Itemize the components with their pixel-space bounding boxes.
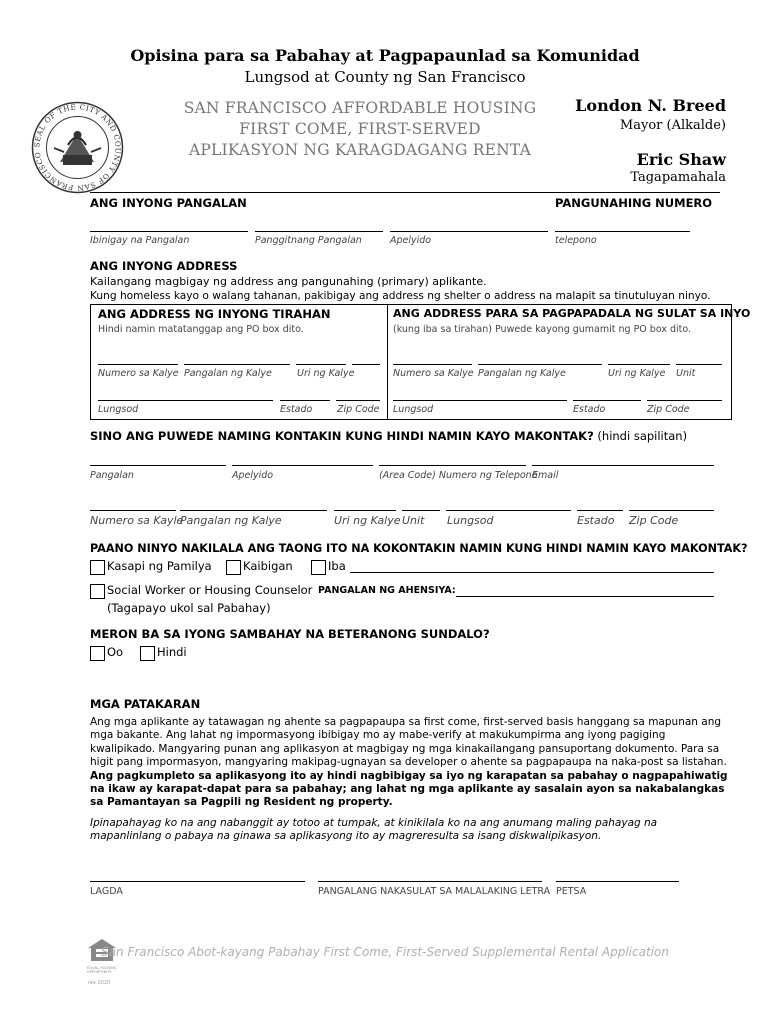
mailing-city-caption: Lungsod bbox=[393, 404, 434, 415]
contact-zip-caption: Zip Code bbox=[629, 514, 679, 527]
mailing-address-note: (kung iba sa tirahan) Puwede kayong gumamit ng PO box dito. bbox=[393, 324, 692, 335]
social-worker-label: Social Worker or Housing Counselor bbox=[107, 583, 313, 597]
residence-street-number-field[interactable] bbox=[98, 364, 178, 365]
signature-field[interactable] bbox=[90, 881, 305, 882]
relation-heading: PAANO NINYO NAKILALA ANG TAONG ITO NA KOKONTAKIN NAMIN KUNG HINDI NAMIN KAYO MAKONTAK? bbox=[90, 542, 748, 555]
veteran-heading: MERON BA SA IYONG SAMBAHAY NA BETERANONG SUNDALO? bbox=[90, 627, 490, 641]
residence-address-title: ANG ADDRESS NG INYONG TIRAHAN bbox=[98, 307, 331, 321]
residence-street-name-caption: Pangalan ng Kalye bbox=[184, 368, 272, 379]
signature-caption: LAGDA bbox=[90, 886, 123, 897]
friend-checkbox[interactable] bbox=[226, 560, 241, 575]
mailing-zip-caption: Zip Code bbox=[647, 404, 690, 415]
contact-email-field[interactable] bbox=[532, 465, 714, 466]
mailing-street-name-field[interactable] bbox=[478, 364, 602, 365]
version-label: rev 2020 bbox=[88, 980, 111, 986]
seal-text: SEAL OF THE CITY AND COUNTY OF SAN FRANCISCO bbox=[32, 102, 123, 193]
residence-street-type-field[interactable] bbox=[296, 364, 346, 365]
contact-city-field[interactable] bbox=[446, 510, 571, 511]
agency-label: PANGALAN NG AHENSIYA: bbox=[318, 585, 456, 596]
contact-heading-optional: (hindi sapilitan) bbox=[593, 429, 688, 443]
office-title: Opisina para sa Pabahay at Pagpapaunlad sa Komunidad bbox=[130, 46, 640, 65]
social-worker-checkbox[interactable] bbox=[90, 584, 105, 599]
contact-street-type-field[interactable] bbox=[334, 510, 396, 511]
header-divider bbox=[90, 192, 720, 193]
middle-name-field[interactable] bbox=[255, 231, 383, 232]
mayor-role: Mayor (Alkalde) bbox=[619, 118, 726, 133]
form-title-line-2: FIRST COME, FIRST-SERVED bbox=[239, 120, 481, 138]
mailing-address-title: ANG ADDRESS PARA SA PAGPAPADALA NG SULAT SA INYO bbox=[393, 307, 751, 320]
mailing-zip-field[interactable] bbox=[647, 400, 722, 401]
policies-paragraph bbox=[90, 716, 730, 810]
contact-unit-caption: Unit bbox=[402, 514, 425, 527]
phone-caption: telepono bbox=[555, 235, 597, 246]
contact-zip-field[interactable] bbox=[629, 510, 714, 511]
date-caption: PETSA bbox=[556, 886, 587, 897]
residence-street-type-caption: Uri ng Kalye bbox=[297, 368, 355, 379]
contact-email-caption: Email bbox=[532, 470, 559, 481]
printed-name-caption: PANGALANG NAKASULAT SA MALALAKING LETRA bbox=[318, 886, 551, 897]
contact-city-caption: Lungsod bbox=[447, 514, 494, 527]
contact-street-number-field[interactable] bbox=[90, 510, 176, 511]
friend-label: Kaibigan bbox=[243, 559, 293, 573]
contact-last-name-field[interactable] bbox=[232, 465, 373, 466]
mailing-street-number-caption: Numero sa Kalye bbox=[393, 368, 474, 379]
address-box-divider bbox=[387, 305, 388, 419]
residence-city-field[interactable] bbox=[98, 400, 273, 401]
residence-city-caption: Lungsod bbox=[98, 404, 139, 415]
mayor-name: London N. Breed bbox=[575, 96, 726, 115]
director-role: Tagapamahala bbox=[630, 170, 726, 185]
mailing-street-number-field[interactable] bbox=[393, 364, 472, 365]
contact-street-number-caption: Numero sa Kayle bbox=[90, 514, 184, 527]
middle-name-caption: Panggitnang Pangalan bbox=[255, 235, 362, 246]
printed-name-field[interactable] bbox=[318, 881, 542, 882]
family-checkbox[interactable] bbox=[90, 560, 105, 575]
veteran-no-label: Hindi bbox=[157, 645, 187, 659]
form-title-line-3: APLIKASYON NG KARAGDAGANG RENTA bbox=[189, 141, 531, 159]
date-field[interactable] bbox=[556, 881, 679, 882]
mailing-unit-caption: Unit bbox=[676, 368, 696, 379]
address-box bbox=[90, 304, 732, 420]
residence-unit-field[interactable] bbox=[352, 364, 380, 365]
mailing-city-field[interactable] bbox=[393, 400, 567, 401]
mailing-state-field[interactable] bbox=[573, 400, 641, 401]
contact-state-field[interactable] bbox=[577, 510, 623, 511]
residence-zip-caption: Zip Code bbox=[337, 404, 380, 415]
contact-street-name-caption: Pangalan ng Kalye bbox=[180, 514, 282, 527]
contact-phone-field[interactable] bbox=[379, 465, 526, 466]
form-title-line-1: SAN FRANCISCO AFFORDABLE HOUSING bbox=[183, 99, 537, 117]
equal-housing-text: EQUAL HOUSING OPPORTUNITY bbox=[87, 966, 117, 974]
family-label: Kasapi ng Pamilya bbox=[107, 559, 212, 573]
residence-state-field[interactable] bbox=[280, 400, 330, 401]
contact-heading bbox=[90, 429, 687, 443]
form-title bbox=[150, 98, 570, 161]
policies-text: Ang mga aplikante ay tatawagan ng ahente sa pagpapaupa sa first come, first-served basis hanggang sa mapunan ang mga bakante. Ang lahat ng impormasyong ibibigay mo ay mabe-verify at makukumpirma ang iyong pagiging kwalipikado. Mangyaring punan ang aplikasyon at magbigay ng mga kinakailangang pansuportang dokumento. Para sa higit pang impormasyon, mangyaring makipag-ugnayan sa developer o ahente sa pagpapaupa na naka-post sa listahan. bbox=[90, 716, 727, 769]
contact-last-name-caption: Apelyido bbox=[232, 470, 274, 481]
last-name-caption: Apelyido bbox=[390, 235, 432, 246]
contact-phone-caption: (Area Code) Numero ng Telepono bbox=[379, 470, 538, 481]
contact-state-caption: Estado bbox=[577, 514, 615, 527]
social-worker-sublabel: (Tagapayo ukol sal Pabahay) bbox=[107, 601, 271, 615]
contact-first-name-field[interactable] bbox=[90, 465, 226, 466]
residence-zip-field[interactable] bbox=[336, 400, 380, 401]
veteran-yes-label: Oo bbox=[107, 645, 124, 659]
mailing-unit-field[interactable] bbox=[676, 364, 722, 365]
declaration-paragraph: Ipinapahayag ko na ang nabanggit ay totoo at tumpak, at kinikilala ko na ang anumang maling pahayag na mapanlinlang o pabaya na ginawa sa aplikasyong ito ay magreresulta sa isang diskwalipikasyon. bbox=[90, 817, 658, 843]
contact-street-type-caption: Uri ng Kalye bbox=[334, 514, 401, 527]
city-seal-icon bbox=[30, 100, 125, 195]
first-name-caption: Ibinigay na Pangalan bbox=[90, 235, 190, 246]
contact-heading-main: SINO ANG PUWEDE NAMING KONTAKIN KUNG HINDI NAMIN KAYO MAKONTAK? bbox=[90, 429, 594, 443]
first-name-field[interactable] bbox=[90, 231, 248, 232]
residence-street-name-field[interactable] bbox=[184, 364, 290, 365]
footer-text: San Francisco Abot-kayang Pabahay First Come, First-Served Supplemental Rental Application bbox=[101, 945, 669, 959]
policies-heading: MGA PATAKARAN bbox=[90, 697, 201, 711]
phone-heading: PANGUNAHING NUMERO bbox=[555, 196, 713, 210]
address-heading: ANG INYONG ADDRESS bbox=[90, 259, 238, 273]
last-name-field[interactable] bbox=[390, 231, 548, 232]
residence-street-number-caption: Numero sa Kalye bbox=[98, 368, 179, 379]
mailing-state-caption: Estado bbox=[573, 404, 606, 415]
policies-bold-text: Ang pagkumpleto sa aplikasyong ito ay hindi nagbibigay sa iyo ng karapatan sa pabahay o nagpapahiwatig na ikaw ay karapat-dapat para sa pabahay; ang lahat ng mga aplikante ay sasalain ayon sa nakabalangkas sa Pamantayan sa Pagpili ng Resident ng property. bbox=[90, 769, 728, 809]
city-subtitle: Lungsod at County ng San Francisco bbox=[244, 68, 526, 86]
veteran-no-checkbox[interactable] bbox=[140, 646, 155, 661]
contact-unit-field[interactable] bbox=[402, 510, 440, 511]
name-heading: ANG INYONG PANGALAN bbox=[90, 196, 247, 210]
agency-name-field[interactable] bbox=[456, 596, 714, 597]
phone-field[interactable] bbox=[555, 231, 690, 232]
contact-first-name-caption: Pangalan bbox=[90, 470, 134, 481]
other-relation-field[interactable] bbox=[350, 572, 714, 573]
veteran-yes-checkbox[interactable] bbox=[90, 646, 105, 661]
address-note-primary: Kailangang magbigay ng address ang pangunahing (primary) aplikante. bbox=[90, 275, 487, 288]
residence-address-note: Hindi namin matatanggap ang PO box dito. bbox=[98, 324, 304, 335]
address-note-homeless: Kung homeless kayo o walang tahanan, pakibigay ang address ng shelter o address na malapit sa tinutuluyan ninyo. bbox=[90, 290, 711, 302]
residence-state-caption: Estado bbox=[280, 404, 313, 415]
other-checkbox[interactable] bbox=[311, 560, 326, 575]
mailing-street-type-caption: Uri ng Kalye bbox=[608, 368, 666, 379]
other-label: Iba bbox=[328, 559, 346, 573]
contact-street-name-field[interactable] bbox=[180, 510, 327, 511]
director-name: Eric Shaw bbox=[636, 150, 726, 169]
mailing-street-name-caption: Pangalan ng Kalye bbox=[478, 368, 566, 379]
mailing-street-type-field[interactable] bbox=[608, 364, 670, 365]
